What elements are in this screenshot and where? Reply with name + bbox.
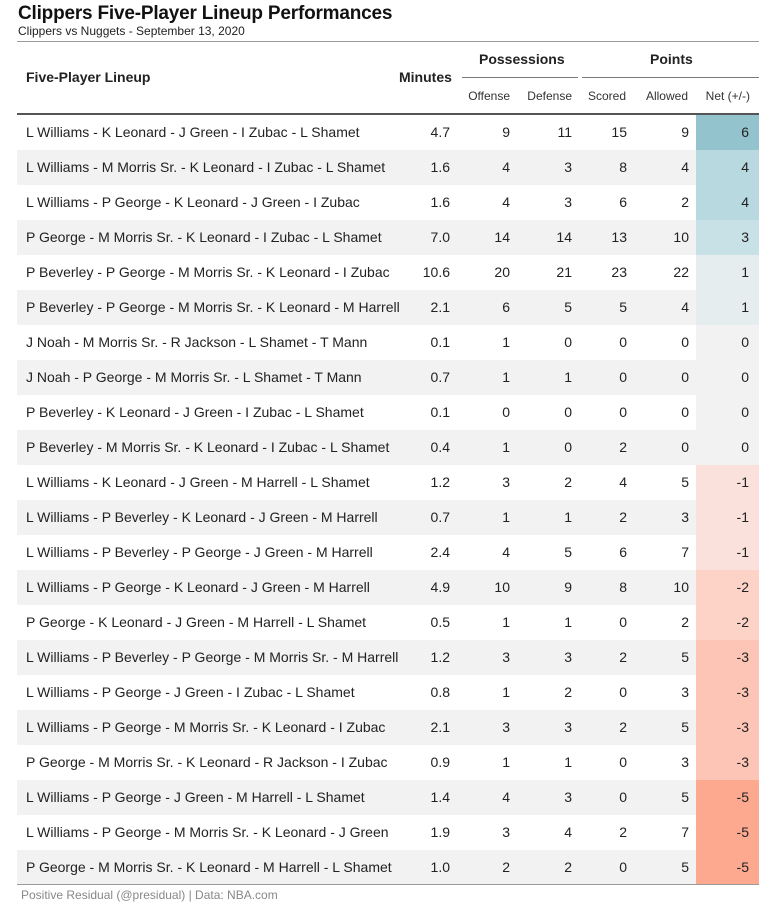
table-row xyxy=(17,395,759,430)
cell-lineup: L Williams - M Morris Sr. - K Leonard - I Zubac - L Shamet xyxy=(26,159,386,175)
table-row xyxy=(17,675,759,710)
cell-allowed: 5 xyxy=(681,859,689,875)
cell-lineup: P Beverley - K Leonard - J Green - I Zubac - L Shamet xyxy=(26,404,364,420)
cell-net: -5 xyxy=(696,815,759,850)
cell-offense: 3 xyxy=(502,824,510,840)
cell-offense: 0 xyxy=(502,404,510,420)
cell-allowed: 0 xyxy=(681,369,689,385)
table-row xyxy=(17,815,759,850)
cell-scored: 6 xyxy=(619,194,627,210)
cell-defense: 0 xyxy=(564,439,572,455)
cell-allowed: 9 xyxy=(681,124,689,140)
cell-allowed: 4 xyxy=(681,299,689,315)
cell-lineup: L Williams - P Beverley - P George - M Morris Sr. - M Harrell xyxy=(26,649,399,665)
cell-defense: 3 xyxy=(564,719,572,735)
cell-defense: 0 xyxy=(564,334,572,350)
cell-net: -1 xyxy=(696,465,759,500)
cell-allowed: 0 xyxy=(681,404,689,420)
cell-scored: 0 xyxy=(619,614,627,630)
table-row xyxy=(17,500,759,535)
cell-defense: 21 xyxy=(556,264,572,280)
header-allowed: Allowed xyxy=(645,89,688,103)
cell-allowed: 0 xyxy=(681,439,689,455)
cell-defense: 3 xyxy=(564,194,572,210)
cell-offense: 1 xyxy=(502,684,510,700)
table-row xyxy=(17,465,759,500)
cell-offense: 1 xyxy=(502,509,510,525)
cell-net: 3 xyxy=(696,220,759,255)
cell-lineup: P George - M Morris Sr. - K Leonard - I Zubac - L Shamet xyxy=(26,229,382,245)
page-title: Clippers Five-Player Lineup Performances xyxy=(18,3,393,24)
cell-minutes: 0.9 xyxy=(430,754,450,770)
table-row xyxy=(17,850,759,885)
cell-minutes: 1.2 xyxy=(430,474,450,490)
cell-minutes: 4.9 xyxy=(430,579,450,595)
cell-minutes: 0.7 xyxy=(430,509,450,525)
cell-minutes: 0.4 xyxy=(430,439,450,455)
top-divider xyxy=(17,41,759,42)
cell-minutes: 1.6 xyxy=(430,159,450,175)
cell-offense: 2 xyxy=(502,859,510,875)
table-row xyxy=(17,150,759,185)
cell-offense: 1 xyxy=(502,614,510,630)
cell-offense: 10 xyxy=(494,579,510,595)
cell-minutes: 2.4 xyxy=(430,544,450,560)
cell-lineup: L Williams - P Beverley - K Leonard - J Green - M Harrell xyxy=(26,509,378,525)
cell-defense: 2 xyxy=(564,474,572,490)
header-possessions: Possessions xyxy=(479,51,565,67)
cell-net: 4 xyxy=(696,185,759,220)
cell-net: 0 xyxy=(696,325,759,360)
table-row xyxy=(17,780,759,815)
header-offense: Offense xyxy=(468,89,510,103)
cell-lineup: L Williams - P George - J Green - M Harrell - L Shamet xyxy=(26,789,365,805)
cell-allowed: 22 xyxy=(673,264,689,280)
cell-allowed: 7 xyxy=(681,824,689,840)
cell-net: 0 xyxy=(696,430,759,465)
cell-scored: 0 xyxy=(619,859,627,875)
header-defense: Defense xyxy=(527,89,572,103)
header-lineup: Five-Player Lineup xyxy=(26,69,151,85)
cell-scored: 8 xyxy=(619,579,627,595)
cell-scored: 0 xyxy=(619,334,627,350)
cell-defense: 1 xyxy=(564,754,572,770)
cell-net: -3 xyxy=(696,710,759,745)
cell-lineup: P George - M Morris Sr. - K Leonard - M Harrell - L Shamet xyxy=(26,859,392,875)
header-scored: Scored xyxy=(587,89,626,103)
cell-defense: 4 xyxy=(564,824,572,840)
cell-net: -3 xyxy=(696,745,759,780)
cell-minutes: 1.4 xyxy=(430,789,450,805)
cell-scored: 5 xyxy=(619,299,627,315)
cell-allowed: 3 xyxy=(681,509,689,525)
cell-defense: 5 xyxy=(564,299,572,315)
table-row xyxy=(17,745,759,780)
cell-scored: 2 xyxy=(619,719,627,735)
cell-lineup: L Williams - P George - K Leonard - J Green - I Zubac xyxy=(26,194,360,210)
cell-offense: 1 xyxy=(502,369,510,385)
cell-lineup: P Beverley - P George - M Morris Sr. - K Leonard - I Zubac xyxy=(26,264,390,280)
cell-defense: 1 xyxy=(564,509,572,525)
cell-lineup: L Williams - P George - M Morris Sr. - K Leonard - I Zubac xyxy=(26,719,386,735)
cell-defense: 11 xyxy=(557,124,572,140)
cell-allowed: 3 xyxy=(681,754,689,770)
cell-offense: 6 xyxy=(502,299,510,315)
cell-scored: 0 xyxy=(619,754,627,770)
cell-lineup: L Williams - P George - K Leonard - J Green - M Harrell xyxy=(26,579,370,595)
cell-minutes: 4.7 xyxy=(430,124,450,140)
header-points: Points xyxy=(650,51,693,67)
cell-offense: 1 xyxy=(502,334,510,350)
table-row xyxy=(17,570,759,605)
cell-minutes: 7.0 xyxy=(430,229,450,245)
page-subtitle: Clippers vs Nuggets - September 13, 2020 xyxy=(18,24,245,38)
cell-scored: 23 xyxy=(611,264,627,280)
cell-scored: 6 xyxy=(619,544,627,560)
cell-defense: 1 xyxy=(564,614,572,630)
cell-scored: 0 xyxy=(619,684,627,700)
cell-minutes: 10.6 xyxy=(422,264,450,280)
cell-net: -5 xyxy=(696,780,759,815)
cell-scored: 2 xyxy=(619,439,627,455)
possessions-span-line xyxy=(462,77,578,78)
cell-lineup: L Williams - K Leonard - J Green - M Harrell - L Shamet xyxy=(26,474,370,490)
cell-scored: 4 xyxy=(619,474,627,490)
cell-lineup: L Williams - P George - M Morris Sr. - K Leonard - J Green xyxy=(26,824,389,840)
cell-net: 0 xyxy=(696,360,759,395)
cell-allowed: 5 xyxy=(681,649,689,665)
cell-offense: 3 xyxy=(502,719,510,735)
table-row xyxy=(17,325,759,360)
cell-offense: 20 xyxy=(494,264,510,280)
cell-net: 6 xyxy=(696,115,759,150)
table-row xyxy=(17,220,759,255)
table-row xyxy=(17,360,759,395)
cell-scored: 0 xyxy=(619,404,627,420)
cell-offense: 1 xyxy=(502,439,510,455)
cell-lineup: J Noah - M Morris Sr. - R Jackson - L Shamet - T Mann xyxy=(26,334,368,350)
cell-defense: 3 xyxy=(564,789,572,805)
cell-defense: 14 xyxy=(556,229,572,245)
cell-allowed: 0 xyxy=(681,334,689,350)
table-row xyxy=(17,430,759,465)
cell-minutes: 0.7 xyxy=(430,369,450,385)
cell-defense: 1 xyxy=(564,369,572,385)
cell-offense: 4 xyxy=(502,194,510,210)
cell-offense: 14 xyxy=(494,229,510,245)
cell-net: 4 xyxy=(696,150,759,185)
cell-net: -2 xyxy=(696,570,759,605)
table-body xyxy=(17,115,759,885)
cell-minutes: 0.5 xyxy=(430,614,450,630)
cell-allowed: 4 xyxy=(681,159,689,175)
table-row xyxy=(17,640,759,675)
cell-net: 1 xyxy=(696,290,759,325)
cell-net: -1 xyxy=(696,500,759,535)
cell-lineup: P George - M Morris Sr. - K Leonard - R Jackson - I Zubac xyxy=(26,754,388,770)
table-row xyxy=(17,290,759,325)
table-row xyxy=(17,255,759,290)
table-row xyxy=(17,115,759,150)
cell-allowed: 10 xyxy=(673,229,689,245)
table-row xyxy=(17,710,759,745)
cell-net: -3 xyxy=(696,675,759,710)
cell-scored: 0 xyxy=(619,369,627,385)
cell-lineup: L Williams - K Leonard - J Green - I Zubac - L Shamet xyxy=(26,124,360,140)
cell-minutes: 2.1 xyxy=(430,299,450,315)
cell-allowed: 2 xyxy=(681,614,689,630)
cell-lineup: J Noah - P George - M Morris Sr. - L Shamet - T Mann xyxy=(26,369,362,385)
cell-scored: 0 xyxy=(619,789,627,805)
cell-offense: 4 xyxy=(502,789,510,805)
cell-minutes: 1.9 xyxy=(430,824,450,840)
cell-minutes: 1.6 xyxy=(430,194,450,210)
header-minutes: Minutes xyxy=(399,69,452,85)
cell-scored: 15 xyxy=(611,124,627,140)
cell-allowed: 5 xyxy=(681,789,689,805)
points-span-line xyxy=(582,77,759,78)
cell-lineup: P George - K Leonard - J Green - M Harrell - L Shamet xyxy=(26,614,367,630)
table-row xyxy=(17,535,759,570)
cell-net: 0 xyxy=(696,395,759,430)
cell-defense: 2 xyxy=(564,859,572,875)
bottom-divider xyxy=(17,884,759,885)
cell-offense: 3 xyxy=(502,474,510,490)
cell-minutes: 0.1 xyxy=(430,334,450,350)
cell-minutes: 0.8 xyxy=(430,684,450,700)
source-footer: Positive Residual (@presidual) | Data: NBA.com xyxy=(21,888,278,902)
cell-scored: 2 xyxy=(619,824,627,840)
cell-defense: 9 xyxy=(564,579,572,595)
cell-minutes: 0.1 xyxy=(430,404,450,420)
cell-allowed: 2 xyxy=(681,194,689,210)
table-row xyxy=(17,605,759,640)
cell-net: 1 xyxy=(696,255,759,290)
cell-offense: 9 xyxy=(502,124,510,140)
cell-allowed: 10 xyxy=(673,579,689,595)
cell-allowed: 3 xyxy=(681,684,689,700)
header-net: Net (+/-) xyxy=(705,89,750,103)
cell-defense: 3 xyxy=(564,649,572,665)
cell-net: -2 xyxy=(696,605,759,640)
cell-lineup: P Beverley - P George - M Morris Sr. - K Leonard - M Harrell xyxy=(26,299,400,315)
cell-allowed: 5 xyxy=(681,719,689,735)
cell-scored: 2 xyxy=(619,649,627,665)
cell-minutes: 1.0 xyxy=(430,859,450,875)
cell-defense: 3 xyxy=(564,159,572,175)
cell-scored: 13 xyxy=(611,229,627,245)
cell-offense: 1 xyxy=(502,754,510,770)
cell-defense: 0 xyxy=(564,404,572,420)
cell-net: -5 xyxy=(696,850,759,885)
cell-defense: 5 xyxy=(564,544,572,560)
cell-net: -3 xyxy=(696,640,759,675)
cell-offense: 3 xyxy=(502,649,510,665)
cell-lineup: L Williams - P Beverley - P George - J Green - M Harrell xyxy=(26,544,373,560)
cell-minutes: 2.1 xyxy=(430,719,450,735)
cell-allowed: 5 xyxy=(681,474,689,490)
cell-lineup: P Beverley - M Morris Sr. - K Leonard - I Zubac - L Shamet xyxy=(26,439,390,455)
cell-allowed: 7 xyxy=(681,544,689,560)
cell-minutes: 1.2 xyxy=(430,649,450,665)
cell-defense: 2 xyxy=(564,684,572,700)
cell-lineup: L Williams - P George - J Green - I Zubac - L Shamet xyxy=(26,684,355,700)
table-row xyxy=(17,185,759,220)
cell-offense: 4 xyxy=(502,159,510,175)
cell-scored: 2 xyxy=(619,509,627,525)
cell-scored: 8 xyxy=(619,159,627,175)
cell-net: -1 xyxy=(696,535,759,570)
cell-offense: 4 xyxy=(502,544,510,560)
